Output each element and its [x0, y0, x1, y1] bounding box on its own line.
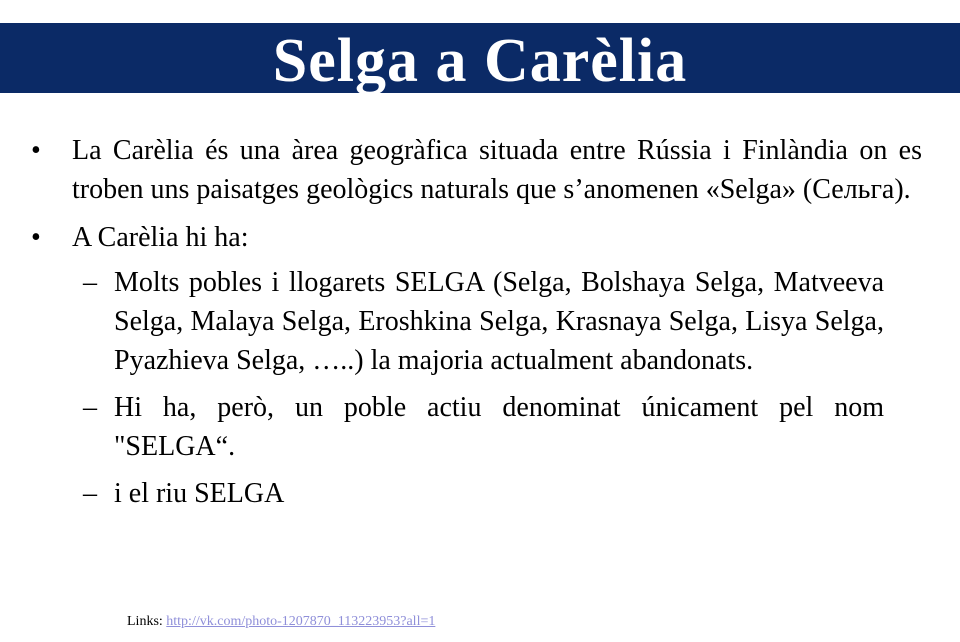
source-link[interactable]: http://vk.com/photo-1207870_113223953?all=1	[166, 614, 436, 629]
bullet-item	[0, 131, 960, 209]
bullet-text: La Carèlia és una àrea geogràfica situada entre Rússia i Finlàndia on es troben uns paisatges geològics naturals que s’anomenen «Selga» (Сельга).	[72, 135, 922, 205]
sub-bullet-marker: –	[83, 478, 97, 509]
slide-content	[0, 131, 960, 513]
sub-bullet-text: Hi ha, però, un poble actiu denominat únicament pel nom "SELGA“.	[114, 392, 884, 462]
links-line	[127, 612, 435, 632]
sub-bullet-text: Molts pobles i llogarets SELGA (Selga, Bolshaya Selga, Matveeva Selga, Malaya Selga, Eroshkina Selga, Krasnaya Selga, Lisya Selga, Pyazhieva Selga, …..) la majoria actualment abandonats.	[114, 267, 884, 376]
sub-bullet-marker: –	[83, 392, 97, 423]
sub-bullet-item	[0, 474, 960, 513]
sub-bullet-marker: –	[83, 267, 97, 298]
sub-bullet-item	[0, 263, 960, 380]
slide-title: Selga a Carèlia	[272, 27, 688, 95]
links-label: Links:	[127, 614, 163, 629]
sub-bullet-text: i el riu SELGA	[114, 478, 285, 509]
bullet-text: A Carèlia hi ha:	[72, 222, 249, 253]
bullet-marker: •	[31, 135, 41, 166]
sub-bullet-item	[0, 388, 960, 466]
bullet-item	[0, 218, 960, 257]
bullet-marker: •	[31, 222, 41, 253]
